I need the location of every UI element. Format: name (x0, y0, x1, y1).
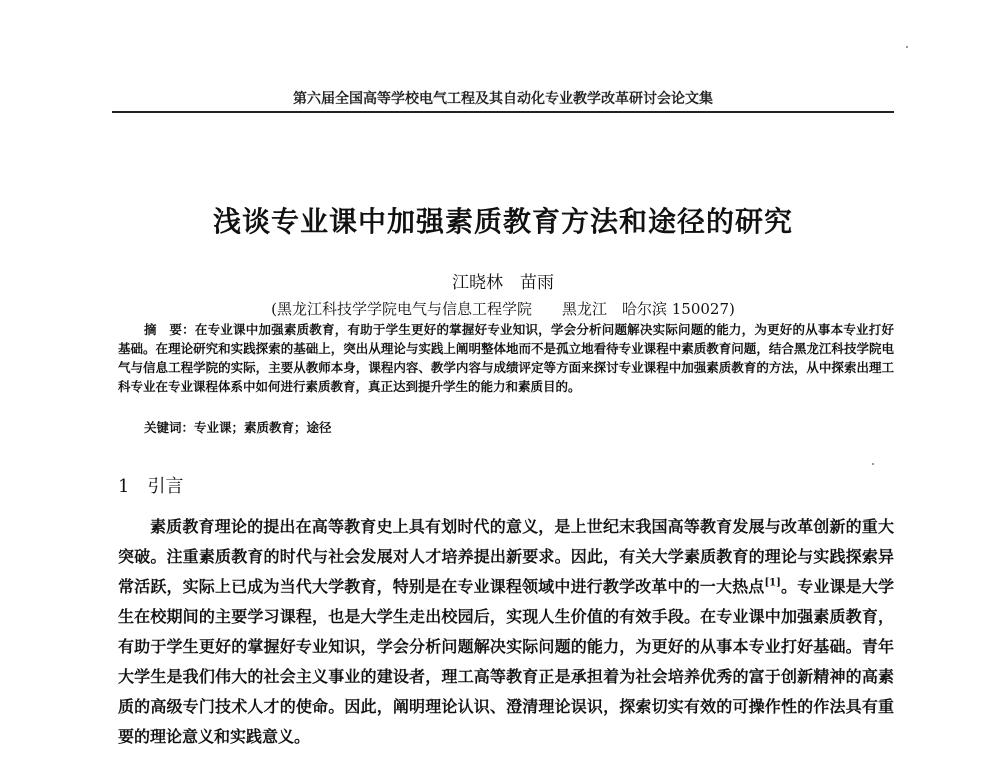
section-heading (118, 472, 183, 498)
section-title: 引言 (147, 476, 184, 497)
scan-speck (906, 46, 908, 48)
scan-speck (872, 463, 874, 465)
citation-ref: [1] (764, 577, 781, 589)
keywords (144, 418, 894, 436)
paper-affiliation: (黑龙江科技学学院电气与信息工程学院 黑龙江 哈尔滨 150027) (271, 300, 735, 318)
header-rule (112, 111, 894, 113)
section-number: 1 (118, 476, 130, 497)
abstract (118, 320, 894, 396)
keywords-label: 关键词： (144, 420, 195, 435)
running-header: 第六届全国高等学校电气工程及其自动化专业教学改革研讨会论文集 (293, 91, 713, 107)
keywords-text: 专业课；素质教育；途径 (194, 420, 332, 435)
paper-authors: 江晓林 苗雨 (452, 273, 554, 293)
body-paragraph (118, 512, 894, 752)
abstract-text: 在专业课中加强素质教育，有助于学生更好的掌握好专业知识，学会分析问题解决实际问题的能力，为更好的从事本专业打好基础。在理论研究和实践探索的基础上，突出从理论与实践上阐明整体地而不是孤立地看待专业课程中素质教育问题，结合黑龙江科技学院电气与信息工程学院的实际，主要从教师本身，课程内容、教学内容与成绩评定等方面来探讨专业课程中加强素质教育的方法，从中探索出理工科专业在专业课程体系中如何进行素质教育，真正达到提升学生的能力和素质目的。 (118, 322, 894, 394)
paper-title: 浅谈专业课中加强素质教育方法和途径的研究 (212, 205, 793, 238)
paragraph-part-1: 素质教育理论的提出在高等教育史上具有划时代的意义，是上世纪末我国高等教育发展与改革创新的重大突破。注重素质教育的时代与社会发展对人才培养提出新要求。因此，有关大学素质教育的理论与实践探索异常活跃，实际上已成为当代大学教育，特别是在专业课程领域中进行教学改革中的一大热点 (118, 517, 894, 596)
paragraph-part-2: 。专业课是大学生在校期间的主要学习课程，也是大学生走出校园后，实现人生价值的有效手段。在专业课中加强素质教育，有助于学生更好的掌握好专业知识，学会分析问题解决实际问题的能力，为更好的从事本专业打好基础。青年大学生是我们伟大的社会主义事业的建设者，理工高等教育正是承担着为社会培养优秀的富于创新精神的高素质的高级专门技术人才的使命。因此，阐明理论认识、澄清理论误识，探索切实有效的可操作性的作法具有重要的理论意义和实践意义。 (118, 577, 894, 746)
abstract-label: 摘 要： (144, 322, 195, 337)
